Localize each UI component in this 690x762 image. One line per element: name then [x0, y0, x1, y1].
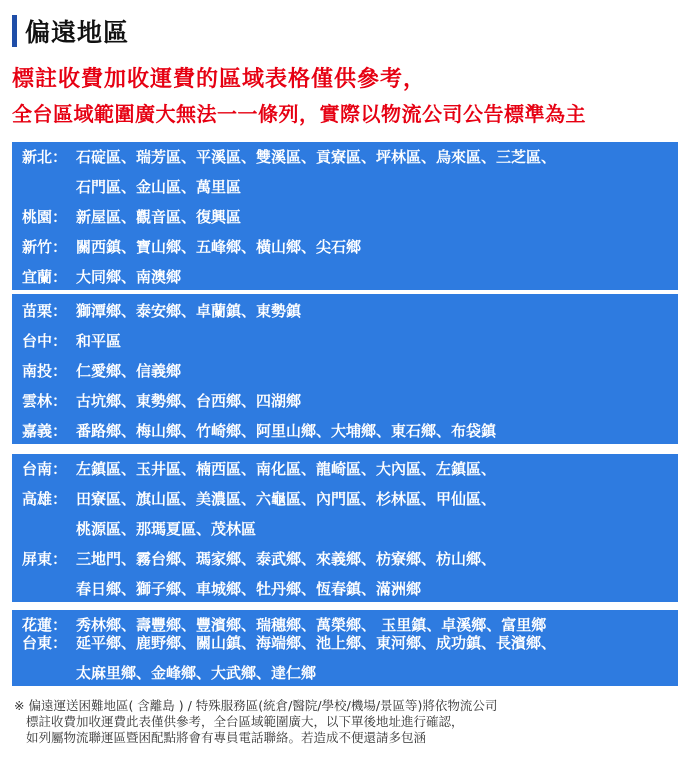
region-row	[22, 300, 301, 321]
region-areas: 桃源區、那瑪夏區、茂林區	[76, 520, 257, 538]
region-areas: 田寮區、旗山區、美濃區、六龜區、內門區、杉林區、甲仙區、	[76, 490, 497, 508]
region-areas: 左鎮區、玉井區、楠西區、南化區、龍崎區、大內區、左鎮區、	[76, 460, 497, 478]
region-row	[22, 146, 556, 167]
region-name: 台南：	[22, 460, 68, 478]
notice-line-1: 標註收費加收運費的區域表格僅供參考，	[12, 67, 427, 92]
region-row	[22, 420, 496, 441]
region-areas: 仁愛鄉、信義鄉	[76, 362, 182, 380]
region-areas: 秀林鄉、壽豐鄉、豐濱鄉、瑞穗鄉、萬榮鄉、 玉里鎮、卓溪鄉、富里鄉	[76, 616, 547, 634]
region-areas: 延平鄉、鹿野鄉、關山鎮、海端鄉、池上鄉、東河鄉、成功鎮、長濱鄉、	[76, 634, 557, 652]
region-row-continued	[76, 176, 241, 197]
region-name: 新北：	[22, 148, 68, 166]
region-areas: 石門區、金山區、萬里區	[76, 178, 242, 196]
notice-line-2: 全台區域範圍廣大無法一一條列，實際以物流公司公告標準為主	[12, 102, 586, 126]
region-name: 台中：	[22, 332, 68, 350]
region-row	[22, 632, 556, 653]
region-name: 花蓮：	[22, 616, 68, 634]
page-title: 偏遠地區	[25, 18, 130, 47]
region-row	[22, 236, 361, 257]
region-areas: 大同鄉、南澳鄉	[76, 268, 182, 286]
region-row	[22, 330, 121, 351]
region-panel-central	[12, 294, 678, 444]
region-areas: 石碇區、瑞芳區、平溪區、雙溪區、貢寮區、坪林區、烏來區、三芝區、	[76, 148, 557, 166]
region-name: 高雄：	[22, 490, 68, 508]
region-row	[22, 390, 301, 411]
region-panel-south	[12, 454, 678, 602]
region-areas: 關西鎮、寶山鄉、五峰鄉、橫山鄉、尖石鄉	[76, 238, 362, 256]
footnote-line-1: ※ 偏遠運送困難地區( 含離島 ) / 特殊服務區(統倉/醫院/學校/機場/景區等)將依物流公司	[14, 698, 498, 713]
region-row	[22, 266, 181, 287]
region-panel-east	[12, 610, 678, 686]
region-areas: 獅潭鄉、泰安鄉、卓蘭鎮、東勢鎮	[76, 302, 302, 320]
region-areas: 新屋區、觀音區、復興區	[76, 208, 242, 226]
region-name: 南投：	[22, 362, 68, 380]
region-areas: 太麻里鄉、金峰鄉、大武鄉、達仁鄉	[76, 664, 317, 682]
region-row-continued	[76, 662, 316, 683]
section-header	[12, 14, 129, 48]
region-row	[22, 360, 181, 381]
title-accent-bar	[12, 15, 17, 47]
footnote-line-2: 標註收費加收運費此表僅供參考，全台區域範圍廣大，以下單後地址進行確認，	[26, 714, 464, 729]
region-areas: 三地門、霧台鄉、瑪家鄉、泰武鄉、來義鄉、枋寮鄉、枋山鄉、	[76, 550, 497, 568]
region-row	[22, 206, 241, 227]
region-name: 台東：	[22, 634, 68, 652]
region-areas: 古坑鄉、東勢鄉、台西鄉、四湖鄉	[76, 392, 302, 410]
region-areas: 春日鄉、獅子鄉、車城鄉、牡丹鄉、恆春鎮、滿洲鄉	[76, 580, 422, 598]
region-row	[22, 548, 496, 569]
region-name: 宜蘭：	[22, 268, 68, 286]
region-name: 屏東：	[22, 550, 68, 568]
region-row	[22, 458, 496, 479]
region-row	[22, 488, 496, 509]
region-row-continued	[76, 578, 421, 599]
region-name: 新竹：	[22, 238, 68, 256]
region-name: 嘉義：	[22, 422, 68, 440]
region-name: 桃園：	[22, 208, 68, 226]
footnote-line-3: 如列屬物流聯運區暨困配點將會有專員電話聯絡。若造成不便還請多包涵	[26, 730, 427, 745]
region-name: 苗栗：	[22, 302, 68, 320]
region-areas: 番路鄉、梅山鄉、竹崎鄉、阿里山鄉、大埔鄉、東石鄉、布袋鎮	[76, 422, 497, 440]
region-name: 雲林：	[22, 392, 68, 410]
region-areas: 和平區	[76, 332, 122, 350]
footnote	[14, 698, 497, 746]
region-panel-north	[12, 142, 678, 290]
region-row-continued	[76, 518, 256, 539]
